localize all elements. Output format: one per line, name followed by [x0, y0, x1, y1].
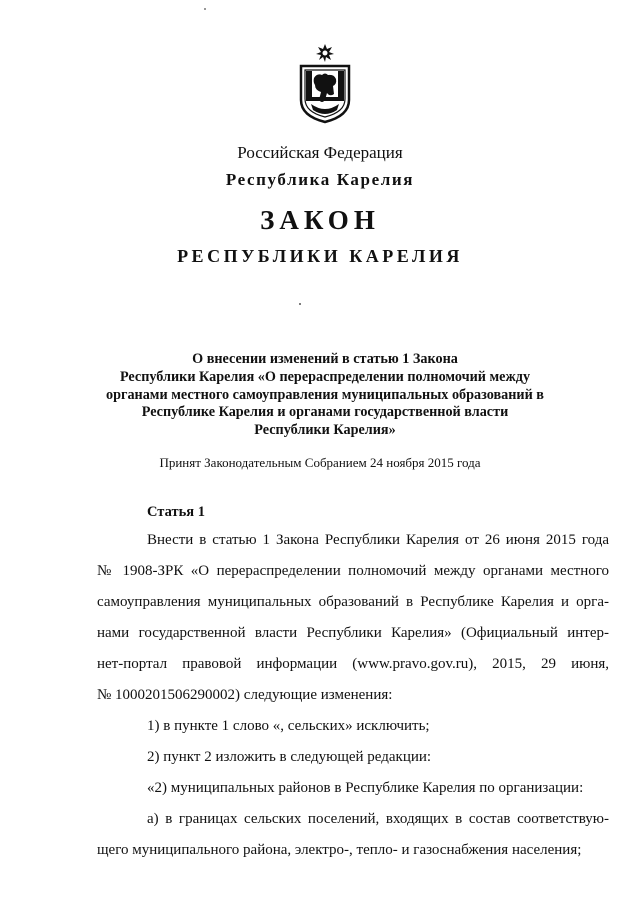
law-title-line: органами местного самоуправления муниципальных образований в [106, 386, 544, 403]
republic-name: Республика Карелия [225, 170, 415, 189]
law-title-line: Республики Карелия» [254, 422, 396, 439]
law-title-line: Республике Карелия и органами государственной власти [141, 404, 509, 421]
body-line: 1) в пункте 1 слово «, сельских» исключить; [147, 718, 430, 734]
body-line: нет-портал правовой информации (www.pravo.gov.ru), 2015, 29 июня, [97, 656, 609, 672]
body-line: 2) пункт 2 изложить в следующей редакции: [147, 749, 432, 765]
law-title-line: О внесении изменений в статью 1 Закона [192, 351, 458, 367]
country-name: Российская Федерация [237, 143, 403, 162]
body-line: № 1000201506290002) следующие изменения: [97, 687, 393, 703]
body-line: № 1908-ЗРК «О перераспределении полномочий между органами местного [97, 563, 609, 579]
law-title [40, 351, 610, 440]
karelia-coat-of-arms-icon [297, 42, 353, 124]
law-title-line: Республики Карелия «О перераспределении полномочий между [119, 368, 531, 385]
body-line: щего муниципального района, электро-, тепло- и газоснабжения населения; [97, 842, 582, 858]
scan-speck [204, 8, 206, 10]
body-line: нами государственной власти Республики Карелия» (Официальный интер- [97, 625, 609, 641]
body-line: а) в границах сельских поселений, входящих в состав соответствую- [147, 811, 609, 827]
body-line: Внести в статью 1 Закона Республики Карелия от 26 июня 2015 года [147, 532, 609, 548]
scan-speck [299, 303, 301, 305]
body-line: «2) муниципальных районов в Республике Карелия по организации: [147, 780, 584, 796]
document-type-subtitle: РЕСПУБЛИКИ КАРЕЛИЯ [177, 246, 463, 266]
article-heading: Статья 1 [147, 504, 205, 520]
body-line: самоуправления муниципальных образований в Республике Карелия и орга- [97, 594, 609, 610]
document-type-title: ЗАКОН [260, 205, 380, 235]
adoption-note: Принят Законодательным Собранием 24 ноября 2015 года [159, 455, 481, 470]
